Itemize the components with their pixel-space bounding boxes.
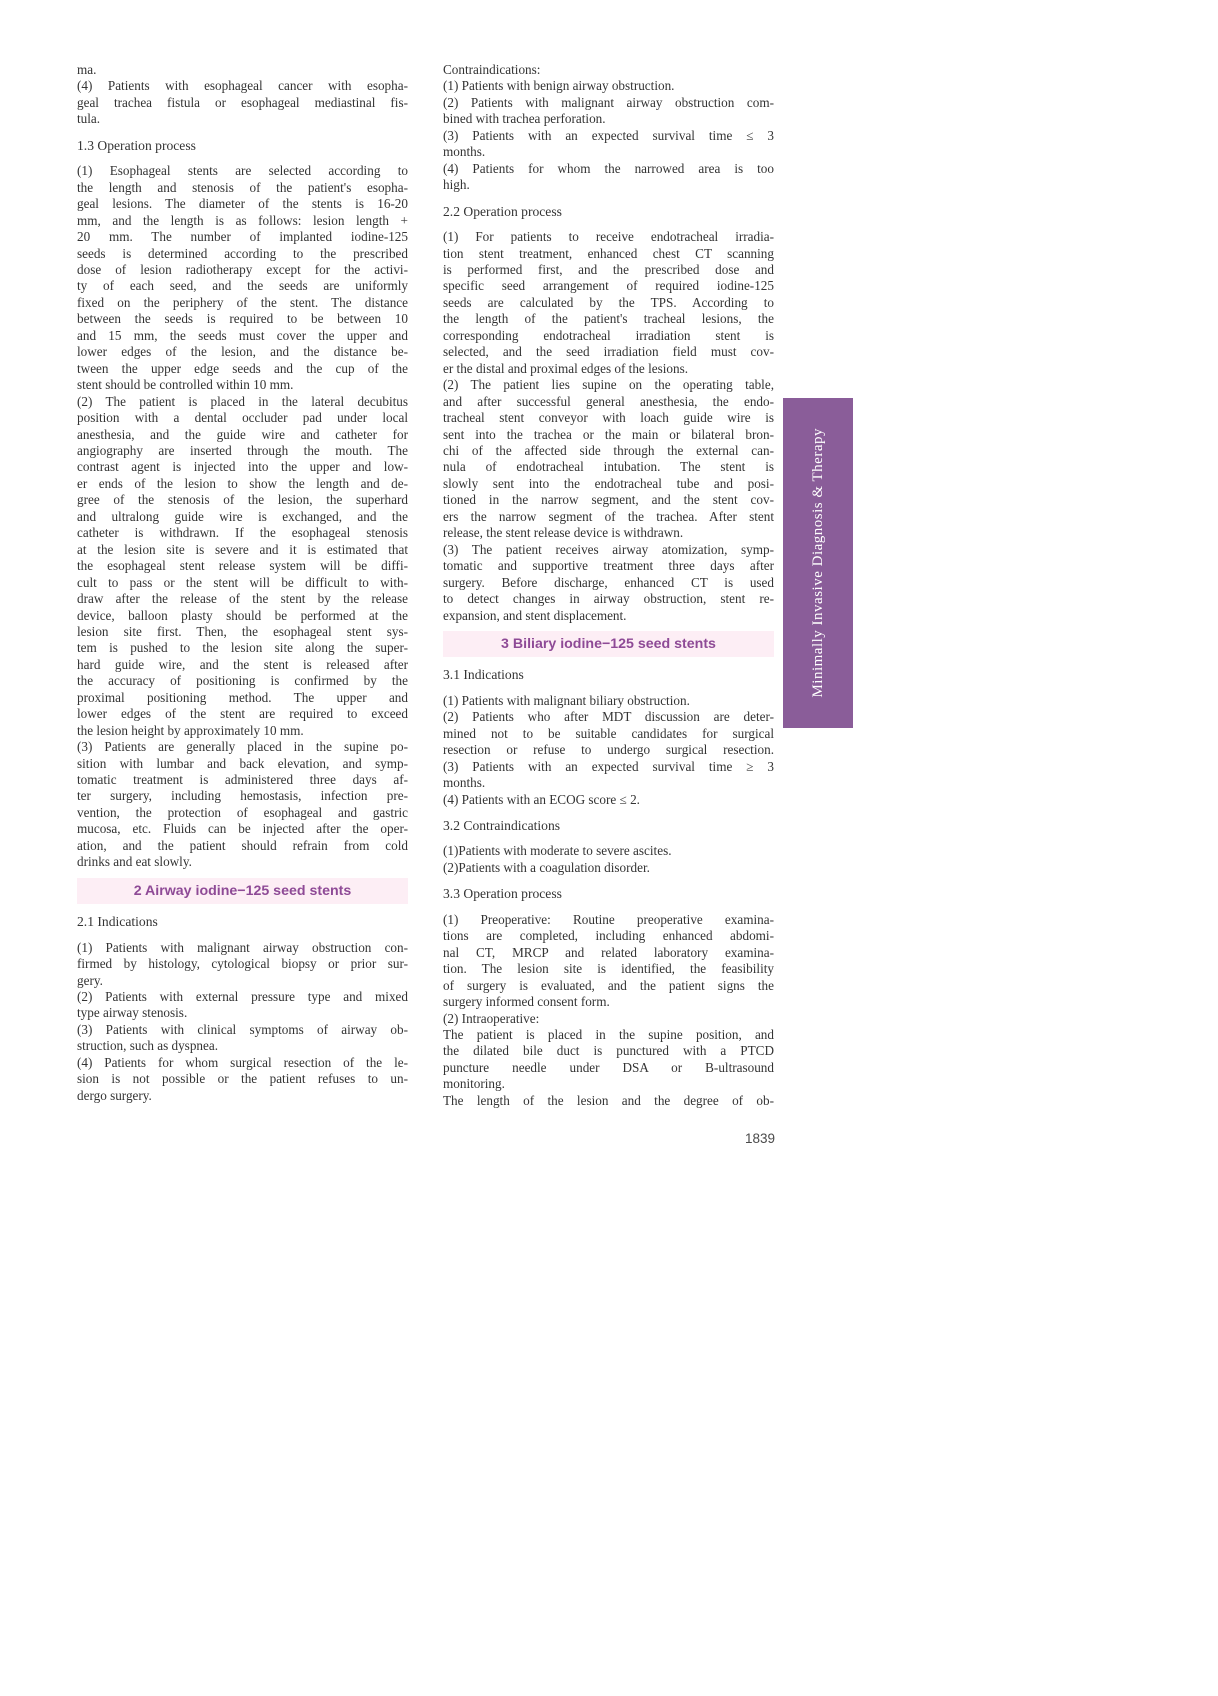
paragraph — [443, 693, 774, 808]
text-line: gery. — [77, 972, 103, 988]
subsection-heading: 3.2 Contraindications — [443, 818, 561, 834]
text-line: mm, and the length is as follows: lesion length + — [77, 212, 408, 228]
text-line: proximal positioning method. The upper and — [77, 689, 408, 705]
text-line: position with a dental occluder pad under local — [77, 410, 408, 426]
text-line: dose of lesion radiotherapy except for the activi- — [77, 261, 408, 277]
text-line: fixed on the periphery of the stent. The distance — [77, 294, 408, 310]
text-line: (1) Patients with malignant airway obstruction con- — [77, 939, 408, 955]
text-line: months. — [443, 775, 486, 791]
text-line: seeds are calculated by the TPS. According to — [443, 294, 774, 310]
text-line: the length and stenosis of the patient's esopha- — [77, 179, 408, 195]
text-line: contrast agent is injected into the upper and low- — [77, 459, 408, 475]
text-line: (1)Patients with moderate to severe ascites. — [443, 843, 672, 859]
text-line: (2) Patients with malignant airway obstruction com- — [443, 94, 774, 110]
text-line: is performed first, and the prescribed dose and — [443, 261, 774, 277]
subsection-heading: 1.3 Operation process — [77, 137, 196, 153]
text-line: tween the upper edge seeds and the cup of the — [77, 360, 408, 376]
section-heading: 2 Airway iodine−125 seed stents — [77, 878, 408, 904]
text-line: tem is pushed to the lesion site along the super- — [77, 640, 408, 656]
text-line: type airway stenosis. — [77, 1005, 188, 1021]
text-line: to detect changes in airway obstruction, stent re- — [443, 591, 774, 607]
paragraph — [77, 163, 408, 393]
text-line: corresponding endotracheal irradiation stent is — [443, 327, 774, 343]
text-line: between the seeds is required to be between 10 — [77, 311, 408, 327]
text-line: bined with trachea perforation. — [443, 111, 606, 127]
text-line: angiography are inserted through the mouth. The — [77, 442, 408, 458]
text-line: sion is not possible or the patient refuses to un- — [77, 1071, 408, 1087]
text-line: sition with lumbar and back elevation, and symp- — [77, 755, 408, 771]
text-line: the lesion height by approximately 10 mm. — [77, 722, 304, 738]
text-line: The length of the lesion and the degree of ob- — [443, 1092, 774, 1108]
text-line: surgery. Before discharge, enhanced CT is used — [443, 574, 774, 590]
text-line: struction, such as dyspnea. — [77, 1038, 219, 1054]
text-line: and ultralong guide wire is exchanged, and the — [77, 508, 408, 524]
text-line: surgery informed consent form. — [443, 994, 610, 1010]
text-line: (3) The patient receives airway atomization, symp- — [443, 541, 774, 557]
text-line: 20 mm. The number of implanted iodine-125 — [77, 229, 408, 245]
text-line: geal lesions. The diameter of the stents is 16-20 — [77, 196, 408, 212]
text-line: (2) Patients with external pressure type and mixed — [77, 989, 408, 1005]
text-line: (2)Patients with a coagulation disorder. — [443, 859, 650, 875]
text-line: mucosa, etc. Fluids can be injected after the oper- — [77, 821, 408, 837]
paragraph — [443, 912, 774, 1109]
paragraph — [443, 229, 774, 377]
text-line: nula of endotracheal intubation. The stent is — [443, 459, 774, 475]
text-line: (2) Patients who after MDT discussion are deter- — [443, 709, 774, 725]
text-line: stent should be controlled within 10 mm. — [77, 377, 294, 393]
text-line: geal trachea fistula or esophageal mediastinal fis- — [77, 94, 408, 110]
text-line: drinks and eat slowly. — [77, 854, 192, 870]
text-line: firmed by histology, cytological biopsy or prior sur- — [77, 956, 408, 972]
section-heading: 3 Biliary iodine−125 seed stents — [443, 631, 774, 657]
text-line: ter surgery, including hemostasis, infection pre- — [77, 788, 408, 804]
paragraph — [443, 843, 774, 876]
text-line: and after successful general anesthesia, the endo- — [443, 393, 774, 409]
text-line: seeds is determined according to the prescribed — [77, 245, 408, 261]
text-line: at the lesion site is severe and it is estimated that — [77, 541, 408, 557]
paragraph — [443, 377, 774, 542]
text-line: monitoring. — [443, 1076, 505, 1092]
text-line: the esophageal stent release system will be diffi- — [77, 558, 408, 574]
text-line: ers the narrow segment of the trachea. After stent — [443, 508, 774, 524]
text-line: (1) Patients with malignant biliary obstruction. — [443, 692, 690, 708]
text-line: tions are completed, including enhanced abdomi- — [443, 928, 774, 944]
text-line: release, the stent release device is withdrawn. — [443, 525, 684, 541]
text-line: er ends of the lesion to show the length and de- — [77, 475, 408, 491]
text-line: er the distal and proximal edges of the lesions. — [443, 360, 689, 376]
paragraph — [77, 62, 408, 128]
text-line: (1) Esophageal stents are selected according to — [77, 163, 408, 179]
text-line: tion stent treatment, enhanced chest CT scanning — [443, 245, 774, 261]
text-line: The patient is placed in the supine position, and — [443, 1027, 774, 1043]
journal-title-vertical: Minimally Invasive Diagnosis & Therapy — [809, 428, 826, 698]
paragraph — [443, 542, 774, 624]
text-line: (3) Patients with an expected survival time ≤ 3 — [443, 127, 774, 143]
text-line: (1) For patients to receive endotracheal irradia- — [443, 229, 774, 245]
text-line: (4) Patients with esophageal cancer with esopha- — [77, 78, 408, 94]
text-line: and 15 mm, the seeds must cover the upper and — [77, 327, 408, 343]
text-line: (1) Preoperative: Routine preoperative examina- — [443, 911, 774, 927]
text-line: specific seed arrangement of required iodine-125 — [443, 278, 774, 294]
text-line: catheter is withdrawn. If the esophageal stenosis — [77, 525, 408, 541]
subsection-heading: 2.1 Indications — [77, 914, 158, 930]
text-line: vention, the protection of esophageal and gastric — [77, 804, 408, 820]
text-line: draw after the release of the stent by the release — [77, 591, 408, 607]
text-line: months. — [443, 144, 486, 160]
left-column — [77, 62, 408, 1104]
subsection-heading: 2.2 Operation process — [443, 203, 562, 219]
text-line: (4) Patients for whom the narrowed area is too — [443, 160, 774, 176]
text-line: high. — [443, 177, 470, 193]
text-line: resection or refuse to undergo surgical resection. — [443, 742, 774, 758]
text-line: sent into the trachea or the main or bilateral bron- — [443, 426, 774, 442]
text-line: lesion site first. Then, the esophageal stent sys- — [77, 623, 408, 639]
text-line: (3) Patients are generally placed in the supine po- — [77, 739, 408, 755]
text-line: the accuracy of positioning is confirmed by the — [77, 673, 408, 689]
paragraph — [443, 62, 774, 194]
text-line: anesthesia, and the guide wire and catheter for — [77, 426, 408, 442]
journal-side-banner — [783, 398, 853, 728]
text-line: tracheal stent conveyor with loach guide wire is — [443, 410, 774, 426]
text-line: tula. — [77, 111, 101, 127]
text-line: chi of the affected side through the external can- — [443, 442, 774, 458]
text-line: (1) Patients with benign airway obstruction. — [443, 78, 675, 94]
text-line: gree of the stenosis of the lesion, the superhard — [77, 492, 408, 508]
subsection-heading: 3.3 Operation process — [443, 886, 562, 902]
text-line: (2) The patient is placed in the lateral decubitus — [77, 393, 408, 409]
text-line: lower edges of the stent are required to exceed — [77, 706, 408, 722]
subsection-heading: 3.1 Indications — [443, 667, 524, 683]
text-line: (4) Patients with an ECOG score ≤ 2. — [443, 791, 640, 807]
text-line: (3) Patients with clinical symptoms of airway ob- — [77, 1021, 408, 1037]
paragraph — [77, 394, 408, 740]
text-line: Contraindications: — [443, 62, 541, 77]
text-line: tomatic treatment is administered three days af- — [77, 772, 408, 788]
text-line: expansion, and stent displacement. — [443, 607, 627, 623]
text-line: slowly sent into the endotracheal tube and posi- — [443, 475, 774, 491]
text-line: hard guide wire, and the stent is released after — [77, 656, 408, 672]
text-line: (2) The patient lies supine on the operating table, — [443, 377, 774, 393]
text-line: cult to pass or the stent will be difficult to with- — [77, 574, 408, 590]
text-line: of surgery is evaluated, and the patient signs the — [443, 977, 774, 993]
text-line: tomatic and supportive treatment three days after — [443, 558, 774, 574]
text-line: nal CT, MRCP and related laboratory examina- — [443, 944, 774, 960]
text-line: lower edges of the lesion, and the distance be- — [77, 344, 408, 360]
text-line: device, balloon plasty should be performed at the — [77, 607, 408, 623]
text-line: (2) Intraoperative: — [443, 1010, 540, 1026]
text-line: puncture needle under DSA or B-ultrasound — [443, 1059, 774, 1075]
paragraph — [77, 940, 408, 1105]
text-line: (4) Patients for whom surgical resection of the le- — [77, 1054, 408, 1070]
text-line: (3) Patients with an expected survival time ≥ 3 — [443, 758, 774, 774]
text-line: ation, and the patient should refrain from cold — [77, 837, 408, 853]
text-line: mined not to be suitable candidates for surgical — [443, 725, 774, 741]
text-line: tion. The lesion site is identified, the feasibility — [443, 961, 774, 977]
right-column — [443, 62, 774, 1109]
text-line: dergo surgery. — [77, 1087, 152, 1103]
page-number: 1839 — [744, 1131, 775, 1146]
paragraph — [77, 739, 408, 871]
text-line: the length of the patient's tracheal lesions, the — [443, 311, 774, 327]
text-line: the dilated bile duct is punctured with a PTCD — [443, 1043, 774, 1059]
text-line: ty of each seed, and the seeds are uniformly — [77, 278, 408, 294]
text-line: tioned in the narrow segment, and the stent cov- — [443, 492, 774, 508]
text-line: ma. — [77, 62, 97, 77]
text-line: selected, and the seed irradiation field must cov- — [443, 344, 774, 360]
